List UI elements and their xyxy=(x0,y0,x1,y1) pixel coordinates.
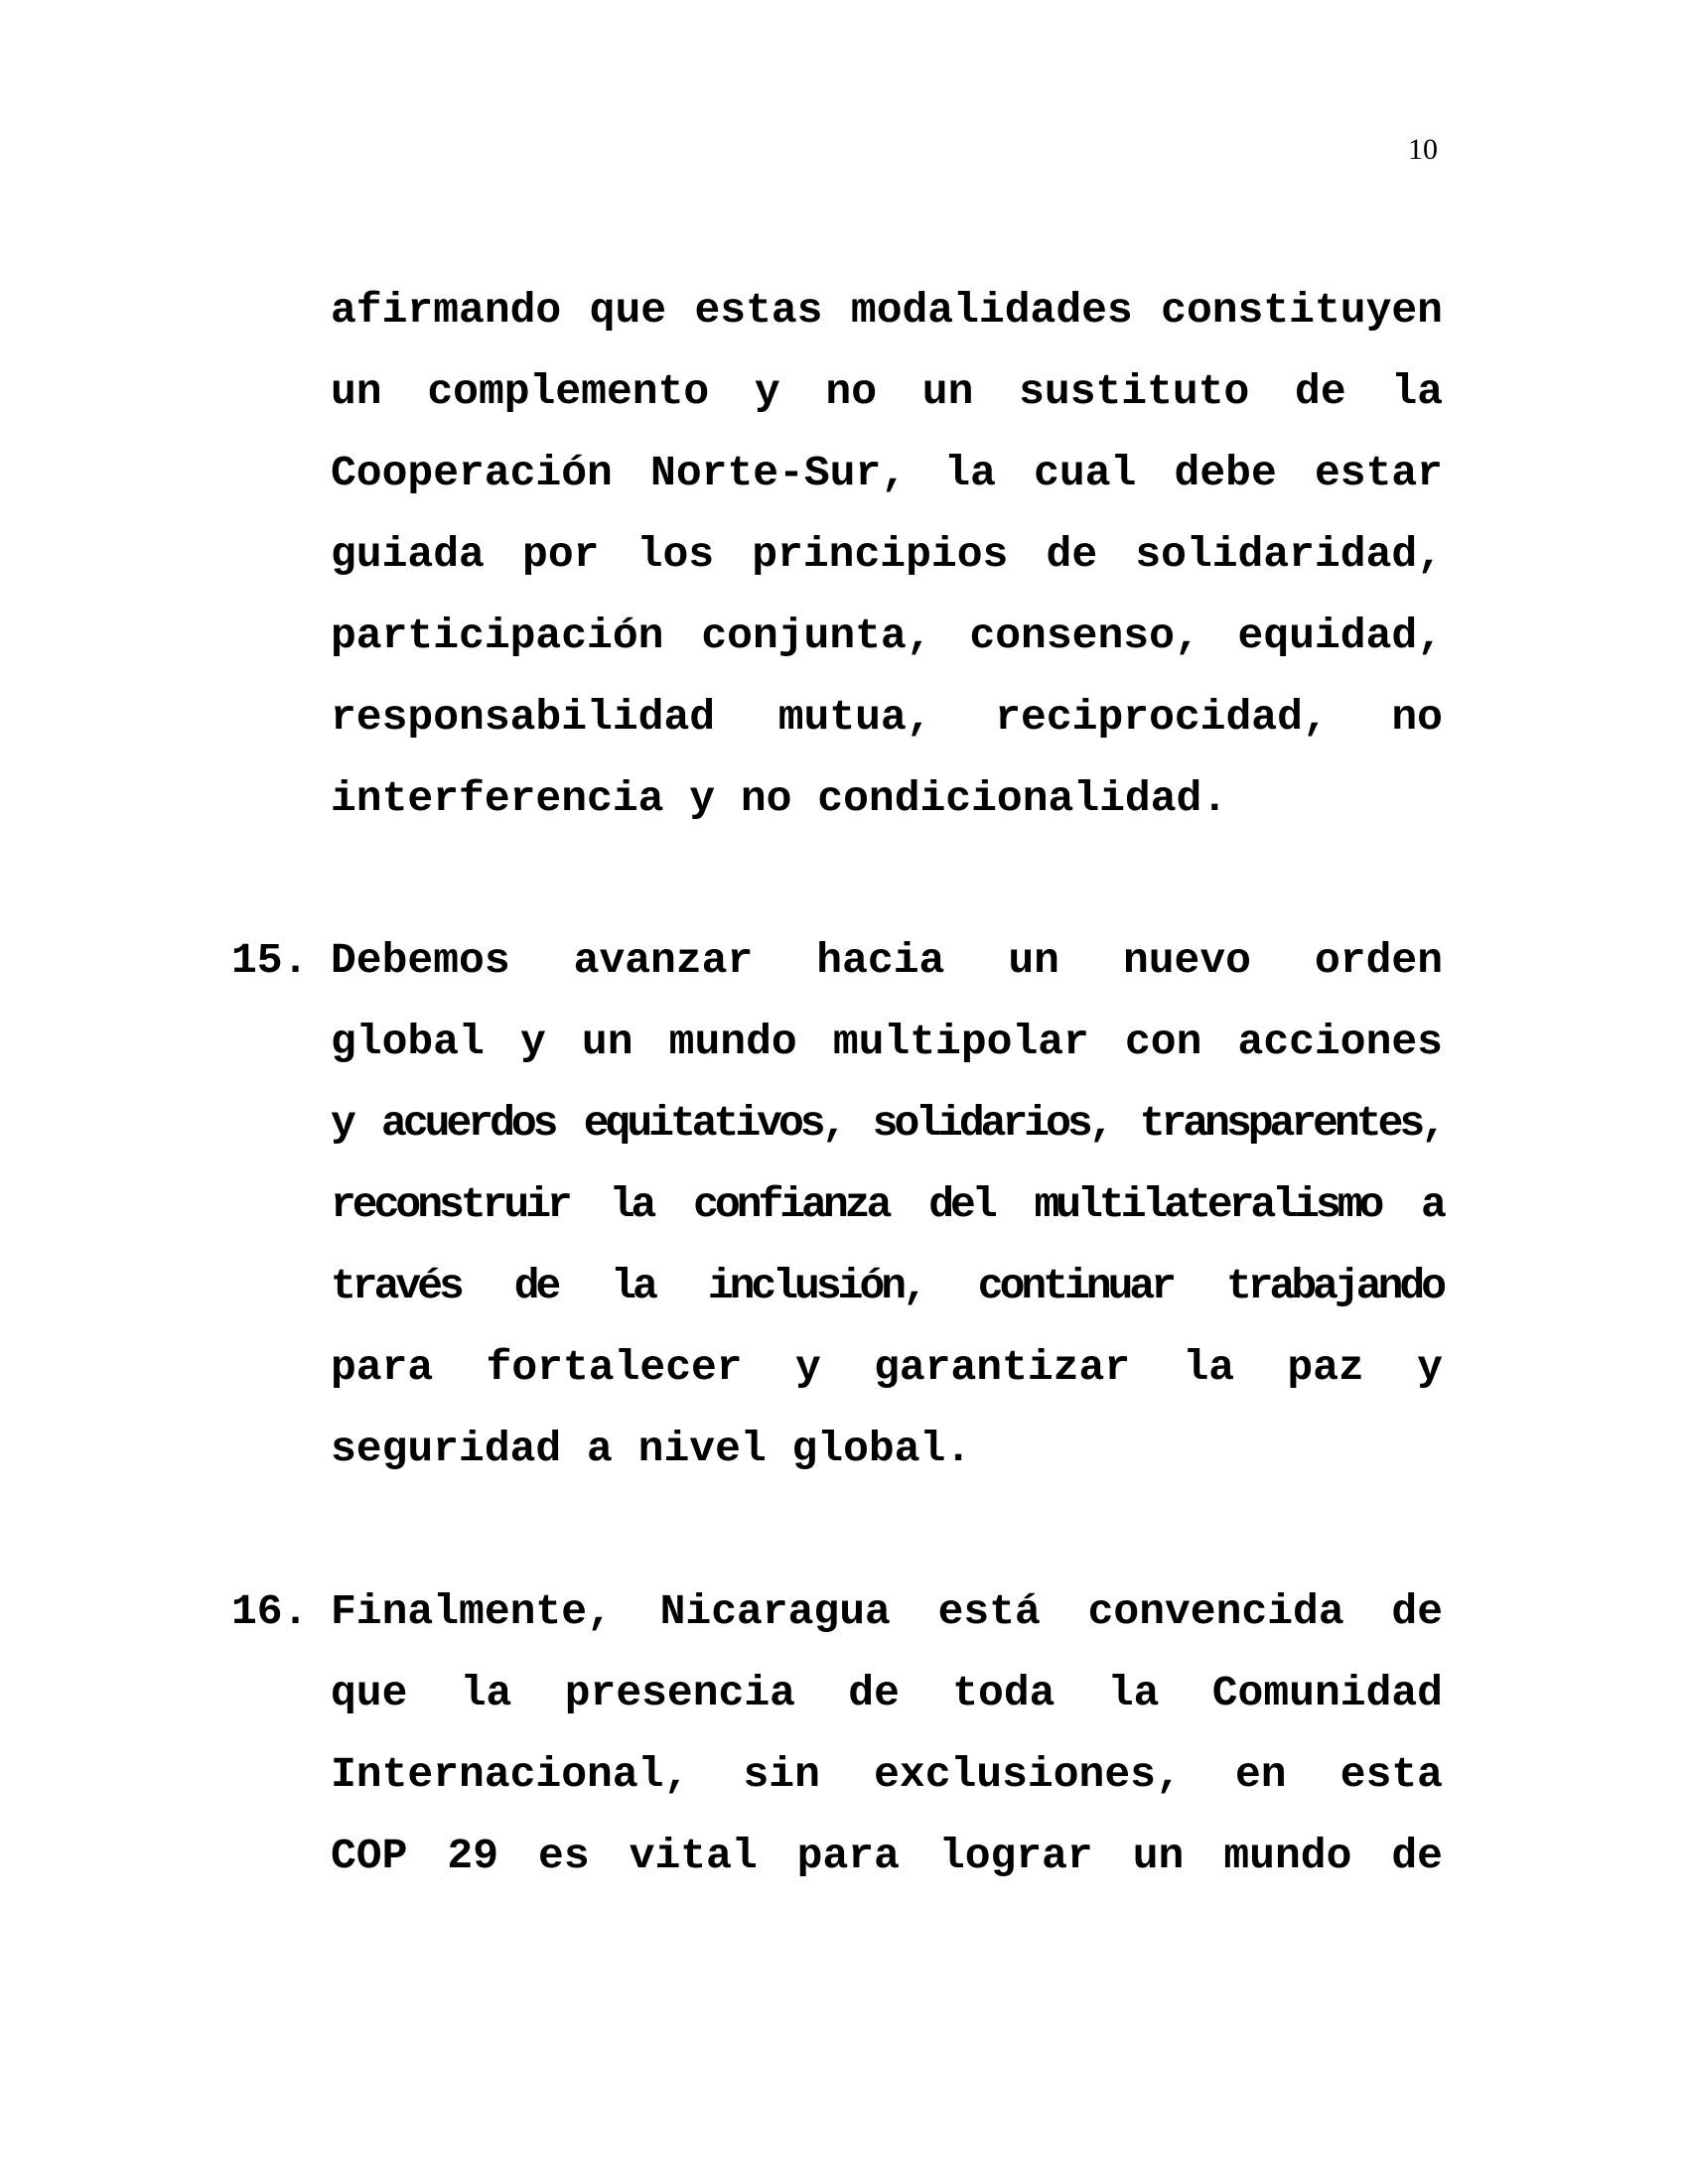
numbered-paragraph-15 xyxy=(231,920,1443,1490)
text-line: interferencia y no condicionalidad. xyxy=(331,774,1228,823)
text-line: responsabilidad mutua, reciprocidad, no xyxy=(331,693,1443,742)
text-line: para fortalecer y garantizar la paz y xyxy=(331,1343,1443,1392)
text-line: que la presencia de toda la Comunidad xyxy=(331,1669,1443,1717)
text-line: Cooperación Norte-Sur, la cual debe estar xyxy=(331,449,1443,497)
text-line: COP 29 es vital para lograr un mundo de xyxy=(331,1832,1443,1880)
text-line: afirmando que estas modalidades constituyen xyxy=(331,286,1443,335)
text-line: Finalmente, Nicaragua está convencida de xyxy=(331,1587,1443,1636)
numbered-paragraph-16 xyxy=(231,1571,1443,1897)
paragraph-number: 15. xyxy=(231,936,309,985)
text-line: global y un mundo multipolar con acciones xyxy=(331,1018,1443,1066)
paragraph-content xyxy=(331,920,1443,1490)
text-line: guiada por los principios de solidaridad, xyxy=(331,530,1443,579)
text-line: reconstruir la confianza del multilateralismo a xyxy=(331,1180,1443,1229)
text-line: Debemos avanzar hacia un nuevo orden xyxy=(331,936,1443,985)
text-line: través de la inclusión, continuar trabajando xyxy=(331,1262,1443,1310)
page-number: 10 xyxy=(1408,133,1438,166)
text-line: seguridad a nivel global. xyxy=(331,1425,972,1473)
text-line: participación conjunta, consenso, equidad, xyxy=(331,612,1443,660)
continuation-paragraph xyxy=(331,270,1443,840)
text-line: y acuerdos equitativos, solidarios, transparentes, xyxy=(331,1099,1443,1148)
text-line: Internacional, sin exclusiones, en esta xyxy=(331,1750,1443,1799)
paragraph-content xyxy=(331,1571,1443,1897)
text-line: un complemento y no un sustituto de la xyxy=(331,367,1443,416)
paragraph-number: 16. xyxy=(231,1587,309,1636)
